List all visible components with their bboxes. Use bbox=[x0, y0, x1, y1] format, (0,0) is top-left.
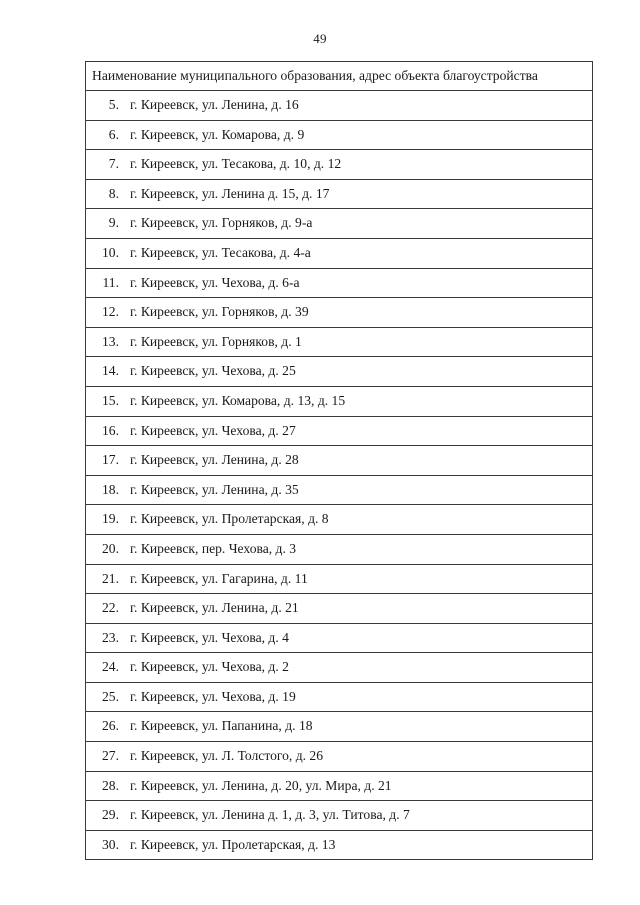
row-address: г. Киреевск, ул. Чехова, д. 25 bbox=[130, 363, 296, 379]
table-row bbox=[86, 150, 592, 180]
row-address: г. Киреевск, ул. Ленина, д. 35 bbox=[130, 481, 299, 497]
table-row bbox=[86, 742, 592, 772]
row-number: 10. bbox=[102, 244, 119, 260]
page-number: 49 bbox=[313, 31, 327, 46]
row-address: г. Киреевск, ул. Чехова, д. 6-а bbox=[130, 274, 300, 290]
table-row bbox=[86, 209, 592, 239]
row-number: 23. bbox=[102, 629, 119, 645]
row-number: 28. bbox=[102, 777, 119, 793]
row-number: 30. bbox=[102, 836, 119, 852]
row-address: г. Киреевск, ул. Папанина, д. 18 bbox=[130, 718, 313, 734]
row-number: 22. bbox=[102, 600, 119, 616]
row-number: 26. bbox=[102, 718, 119, 734]
table-row bbox=[86, 801, 592, 831]
row-number: 17. bbox=[102, 452, 119, 468]
row-number: 12. bbox=[102, 304, 119, 320]
row-number: 24. bbox=[102, 659, 119, 675]
table-row bbox=[86, 446, 592, 476]
row-number: 18. bbox=[102, 481, 119, 497]
table-row bbox=[86, 121, 592, 151]
row-number: 29. bbox=[102, 807, 119, 823]
table-row bbox=[86, 535, 592, 565]
row-number: 5. bbox=[108, 97, 119, 112]
table-row bbox=[86, 387, 592, 417]
row-address: г. Киреевск, ул. Пролетарская, д. 8 bbox=[130, 511, 329, 527]
table-row bbox=[86, 505, 592, 535]
row-address: г. Киреевск, ул. Комарова, д. 13, д. 15 bbox=[130, 392, 346, 408]
table-row bbox=[86, 594, 592, 624]
row-number: 21. bbox=[102, 570, 119, 586]
row-address: г. Киреевск, ул. Чехова, д. 19 bbox=[130, 688, 296, 704]
row-number: 20. bbox=[102, 540, 119, 556]
row-number: 8. bbox=[108, 185, 119, 201]
row-number: 15. bbox=[102, 392, 119, 408]
table-row bbox=[86, 298, 592, 328]
table-row bbox=[86, 624, 592, 654]
table-row bbox=[86, 91, 592, 121]
row-number: 25. bbox=[102, 688, 119, 704]
row-address: г. Киреевск, ул. Чехова, д. 4 bbox=[130, 629, 289, 645]
table-row bbox=[86, 180, 592, 210]
table-row bbox=[86, 772, 592, 802]
row-address: г. Киреевск, ул. Л. Толстого, д. 26 bbox=[130, 748, 324, 764]
row-address: г. Киреевск, ул. Пролетарская, д. 13 bbox=[130, 836, 336, 852]
table-row bbox=[86, 328, 592, 358]
table-row bbox=[86, 712, 592, 742]
row-number: 19. bbox=[102, 511, 119, 527]
row-address: г. Киреевск, ул. Ленина д. 1, д. 3, ул. Титова, д. 7 bbox=[130, 807, 410, 823]
row-address: г. Киреевск, ул. Тесакова, д. 4-а bbox=[130, 244, 311, 260]
row-address: г. Киреевск, ул. Комарова, д. 9 bbox=[130, 126, 305, 142]
row-address: г. Киреевск, ул. Ленина, д. 16 bbox=[130, 97, 299, 112]
row-address: г. Киреевск, ул. Гагарина, д. 11 bbox=[130, 570, 308, 586]
row-address: г. Киреевск, ул. Чехова, д. 2 bbox=[130, 659, 289, 675]
row-address: г. Киреевск, ул. Ленина, д. 20, ул. Мира, д. 21 bbox=[130, 777, 392, 793]
row-number: 7. bbox=[108, 156, 119, 172]
row-address: г. Киреевск, ул. Ленина, д. 28 bbox=[130, 452, 299, 468]
table-row bbox=[86, 565, 592, 595]
table-row bbox=[86, 831, 592, 860]
row-number: 27. bbox=[102, 748, 119, 764]
row-number: 13. bbox=[102, 333, 119, 349]
row-address: г. Киреевск, ул. Горняков, д. 1 bbox=[130, 333, 302, 349]
row-address: г. Киреевск, ул. Горняков, д. 9-а bbox=[130, 215, 313, 231]
row-address: г. Киреевск, ул. Ленина д. 15, д. 17 bbox=[130, 185, 330, 201]
table-row bbox=[86, 653, 592, 683]
table-header: Наименование муниципального образования, адрес объекта благоустройства bbox=[86, 62, 592, 91]
table-row bbox=[86, 357, 592, 387]
row-number: 11. bbox=[102, 274, 119, 290]
row-number: 16. bbox=[102, 422, 119, 438]
table-row bbox=[86, 269, 592, 299]
row-address: г. Киреевск, ул. Чехова, д. 27 bbox=[130, 422, 296, 438]
row-number: 9. bbox=[108, 215, 119, 231]
table-row bbox=[86, 239, 592, 269]
row-number: 14. bbox=[102, 363, 119, 379]
row-address: г. Киреевск, ул. Тесакова, д. 10, д. 12 bbox=[130, 156, 342, 172]
address-table bbox=[85, 61, 593, 860]
row-number: 6. bbox=[108, 126, 119, 142]
table-row bbox=[86, 683, 592, 713]
row-address: г. Киреевск, ул. Горняков, д. 39 bbox=[130, 304, 309, 320]
row-address: г. Киреевск, ул. Ленина, д. 21 bbox=[130, 600, 299, 616]
table-row bbox=[86, 476, 592, 506]
table-row bbox=[86, 417, 592, 447]
row-address: г. Киреевск, пер. Чехова, д. 3 bbox=[130, 540, 297, 556]
